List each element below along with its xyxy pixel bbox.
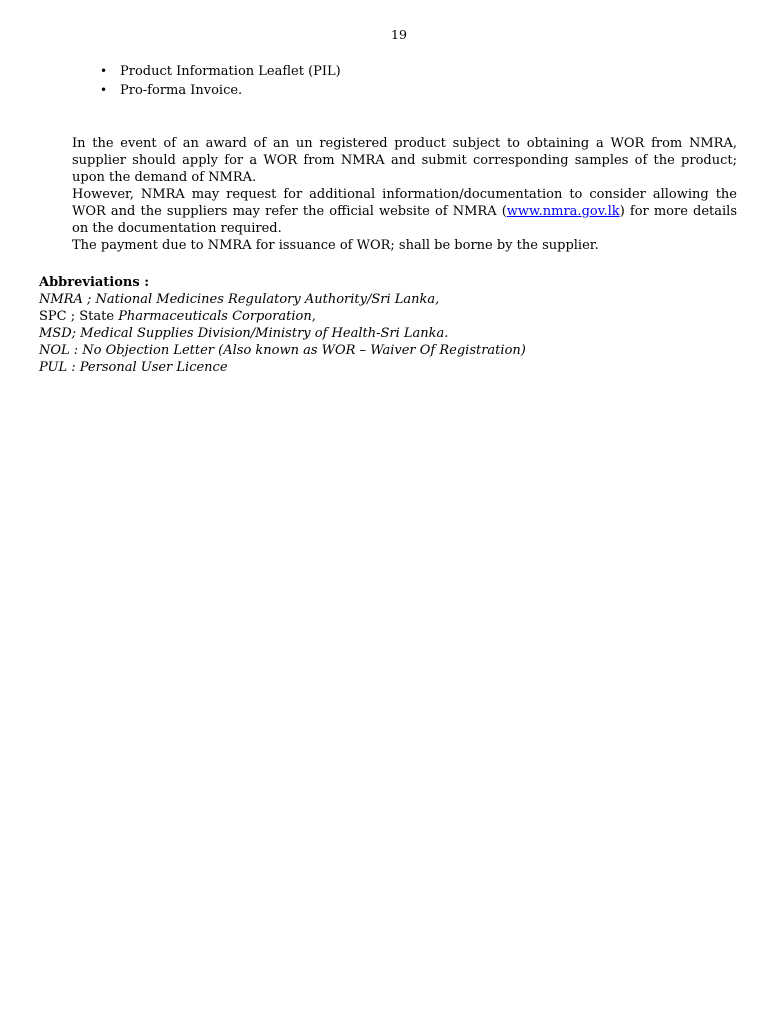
body-text: [72, 135, 737, 254]
bullet-icon: •: [100, 64, 108, 78]
paragraph-award: In the event of an award of an un registered product subject to obtaining a WOR from NMRA, supplier should apply for a WOR from NMRA and submit corresponding samples of the product; upon the demand of NMRA.: [72, 136, 737, 185]
abbreviation-spc-name: Pharmaceuticals Corporation,: [118, 309, 316, 324]
paragraph-nmra-website-text-after: ) for more details on the documentation required.: [72, 204, 738, 236]
paragraph-payment: The payment due to NMRA for issuance of WOR; shall be borne by the supplier.: [72, 238, 599, 253]
abbreviation-nol: NOL : No Objection Letter (Also known as WOR – Waiver Of Registration): [39, 343, 526, 358]
bullet-item-label: Product Information Leaflet (PIL): [120, 64, 341, 79]
abbreviations-section: [39, 274, 737, 376]
abbreviation-msd: MSD; Medical Supplies Division/Ministry of Health-Sri Lanka.: [39, 326, 449, 341]
list-item: [100, 62, 768, 81]
page-number: 19: [391, 27, 407, 42]
bullet-list: [100, 62, 768, 100]
abbreviation-nmra: NMRA ; National Medicines Regulatory Authority/Sri Lanka,: [39, 292, 440, 307]
abbreviation-spc-prefix: SPC ; State: [39, 309, 119, 324]
paragraph-nmra-website-text-before: However, NMRA may request for additional information/documentation to consider allowing the WOR and the suppliers may refer the official website of NMRA (: [72, 187, 737, 219]
paragraph-nmra-website: [72, 186, 737, 237]
bullet-item-label: Pro-forma Invoice.: [120, 83, 243, 98]
abbreviation-spc: [39, 308, 737, 325]
abbreviation-pul: PUL : Personal User Licence: [39, 360, 228, 375]
nmra-website-link[interactable]: www.nmra.gov.lk: [506, 204, 620, 219]
abbreviations-heading: Abbreviations :: [39, 275, 150, 290]
list-item: [100, 81, 768, 100]
bullet-icon: •: [100, 83, 108, 97]
